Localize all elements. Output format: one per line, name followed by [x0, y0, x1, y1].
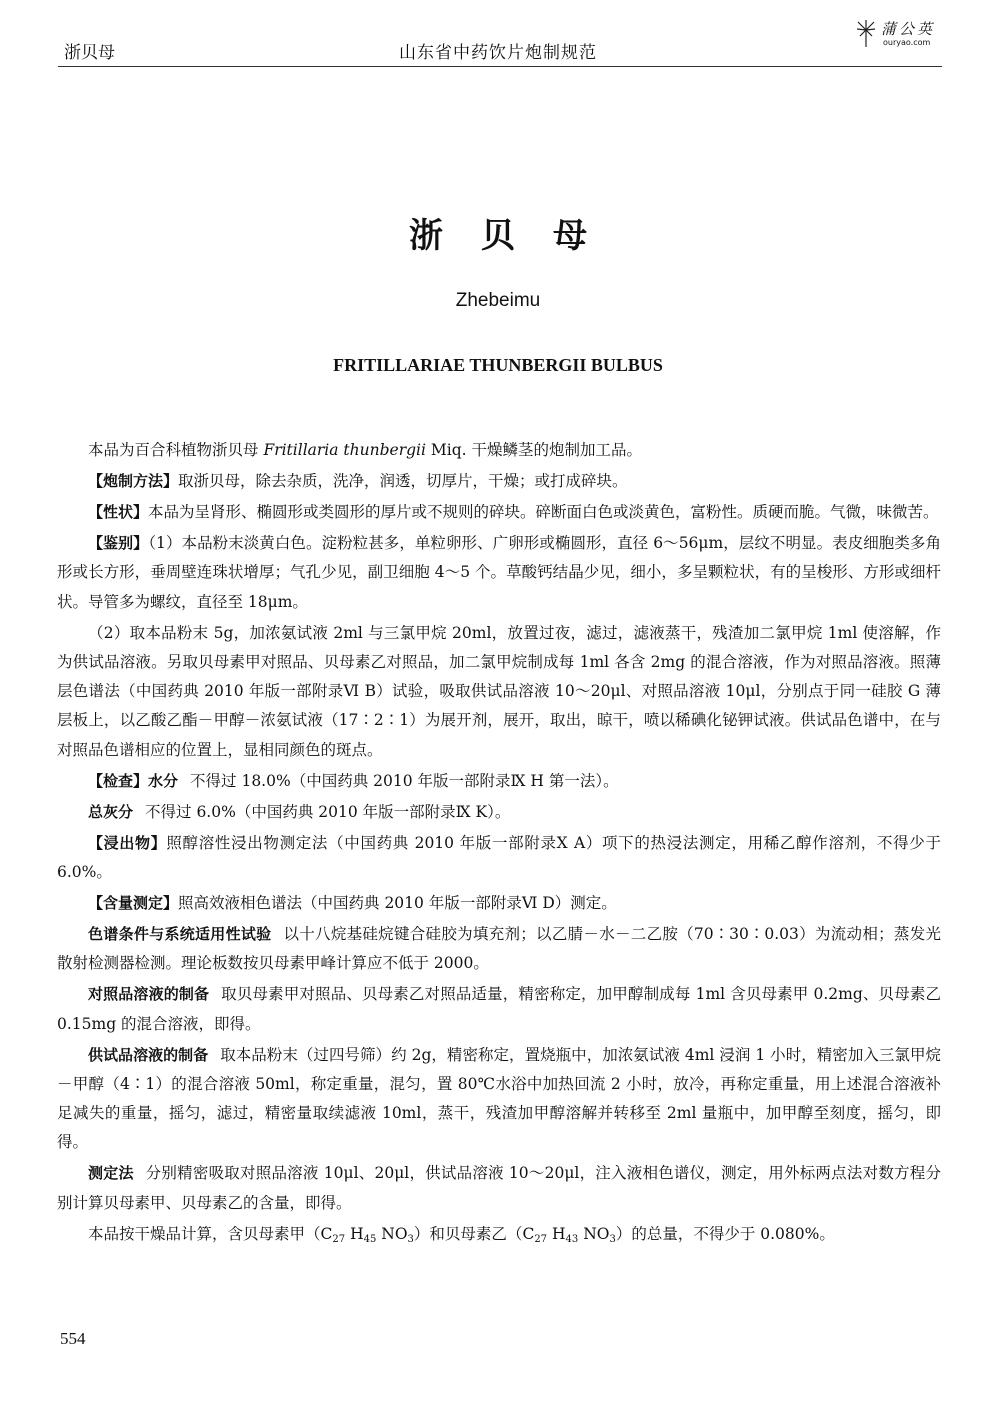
formula-peimine: $C_{27}$ $H_{45}$ $NO_3$ [320, 1224, 414, 1245]
page-title: 浙贝母 [409, 216, 625, 256]
logo-text: 蒲公英 [881, 20, 936, 38]
publisher-logo [855, 16, 947, 52]
ash-item: 总灰分 不得过 6.0%（中国药典 2010 年版一部附录Ⅸ K）。 [88, 802, 511, 821]
assay-section: 【含量测定】照高效液相色谱法（中国药典 2010 年版一部附录Ⅵ D）测定。 [88, 893, 617, 912]
section-label: 【检查】 [88, 771, 149, 790]
section-label: 【含量测定】 [88, 893, 179, 912]
page-number: 554 [60, 1329, 86, 1348]
section-label: 【鉴别】 [88, 533, 149, 552]
running-header-left: 浙贝母 [64, 43, 115, 63]
intro-paragraph: 本品为百合科植物浙贝母 Fritillaria thunbergii Miq. 干燥鳞茎的炮制加工品。 [88, 441, 642, 459]
dandelion-icon [855, 18, 877, 48]
character-section: 【性状】本品为呈肾形、椭圆形或类圆形的厚片或不规则的碎块。碎断面白色或淡黄色，富粉性。质硬而脆。气微，味微苦。 [88, 502, 939, 521]
logo-url: ouryao.com [883, 38, 931, 47]
test-solution: 供试品溶液的制备 取本品粉末（过四号筛）约 2g，精密称定，置烧瓶中，加浓氨试液 4ml 浸润 1 小时，精密加入三氯甲烷－甲醇（4∶1）的混合溶液 50ml，称定重量，混匀，置 80℃水浴中加热回流 2 小时，放冷，再称定重量，用上述混合溶液补足减失的重量，摇匀，滤过，精密量取续滤液 10ml，蒸干，残渣加甲醇溶解并转移至 2ml 量瓶中，加甲醇至刻度，摇匀，即得。 [57, 1045, 941, 1152]
latin-name: FRITILLARIAE THUNBERGII BULBUS [333, 355, 663, 375]
inspection-section: 【检查】水分 不得过 18.0%（中国药典 2010 年版一部附录Ⅸ H 第一法）。 [88, 771, 619, 790]
chromatography-conditions: 色谱条件与系统适用性试验 以十八烷基硅烷键合硅胶为填充剂；以乙腈－水－二乙胺（70∶30∶0.03）为流动相；蒸发光散射检测器检测。理论板数按贝母素甲峰计算应不低于 2000。 [57, 924, 941, 973]
subsection-label: 对照品溶液的制备 [88, 985, 210, 1004]
reference-solution: 对照品溶液的制备 取贝母素甲对照品、贝母素乙对照品适量，精密称定，加甲醇制成每 1ml 含贝母素甲 0.2mg、贝母素乙 0.15mg 的混合溶液，即得。 [57, 985, 941, 1033]
monograph-body [57, 436, 941, 1251]
header-divider [58, 66, 942, 67]
formula-peiminine: $C_{27}$ $H_{43}$ $NO_3$ [522, 1224, 616, 1245]
determination-method: 测定法 分别精密吸取对照品溶液 10μl、20μl，供试品溶液 10～20μl，注入液相色谱仪，测定，用外标两点法对数方程分别计算贝母素甲、贝母素乙的含量，即得。 [57, 1164, 941, 1212]
section-label: 【浸出物】 [88, 833, 167, 852]
subsection-label: 测定法 [88, 1164, 134, 1183]
identification-section: 【鉴别】（1）本品粉末淡黄白色。淀粉粒甚多，单粒卵形、广卵形或椭圆形，直径 6～56μm，层纹不明显。表皮细胞类多角形或长方形，垂周壁连珠状增厚；气孔少见，副卫细胞 4～5 个。草酸钙结晶少见，细小，多呈颗粒状，有的呈梭形、方形或细杆状。导管多为螺纹，直径至 18μm。 [57, 533, 941, 611]
pinyin-name: Zhebeimu [455, 290, 541, 311]
content-requirement: 本品按干燥品计算，含贝母素甲（$C_{27}$ $H_{45}$ $NO_3$）和贝母素乙（$C_{27}$ $H_{43}$ $NO_3$）的总量，不得少于 0.080%。 [88, 1224, 835, 1245]
ash-label: 总灰分 [88, 802, 134, 821]
section-label: 【性状】 [88, 502, 149, 521]
extract-section: 【浸出物】照醇溶性浸出物测定法（中国药典 2010 年版一部附录Ⅹ A）项下的热浸法测定，用稀乙醇作溶剂，不得少于 6.0%。 [57, 833, 941, 881]
identification-tlc: （2）取本品粉末 5g，加浓氨试液 2ml 与三氯甲烷 20ml，放置过夜，滤过，滤液蒸干，残渣加二氯甲烷 1ml 使溶解，作为供试品溶液。另取贝母素甲对照品、贝母素乙对照品，加二氯甲烷制成每 1ml 各含 2mg 的混合溶液，作为对照品溶液。照薄层色谱法（中国药典 2010 年版一部附录Ⅵ B）试验，吸取供试品溶液 10～20μl、对照品溶液 10μl，分别点于同一硅胶 G 薄层板上，以乙酸乙酯－甲醇－浓氨试液（17∶2∶1）为展开剂，展开，取出，晾干，喷以稀碘化铋钾试液。供试品色谱中，在与对照品色谱相应的位置上，显相同颜色的斑点。 [57, 623, 941, 759]
water-label: 水分 [148, 771, 179, 790]
running-header-title: 山东省中药饮片炮制规范 [399, 43, 597, 63]
section-label: 【炮制方法】 [88, 471, 179, 490]
processing-section: 【炮制方法】取浙贝母，除去杂质，洗净，润透，切厚片，干燥；或打成碎块。 [88, 471, 628, 490]
subsection-label: 色谱条件与系统适用性试验 [88, 924, 272, 943]
subsection-label: 供试品溶液的制备 [88, 1045, 209, 1064]
